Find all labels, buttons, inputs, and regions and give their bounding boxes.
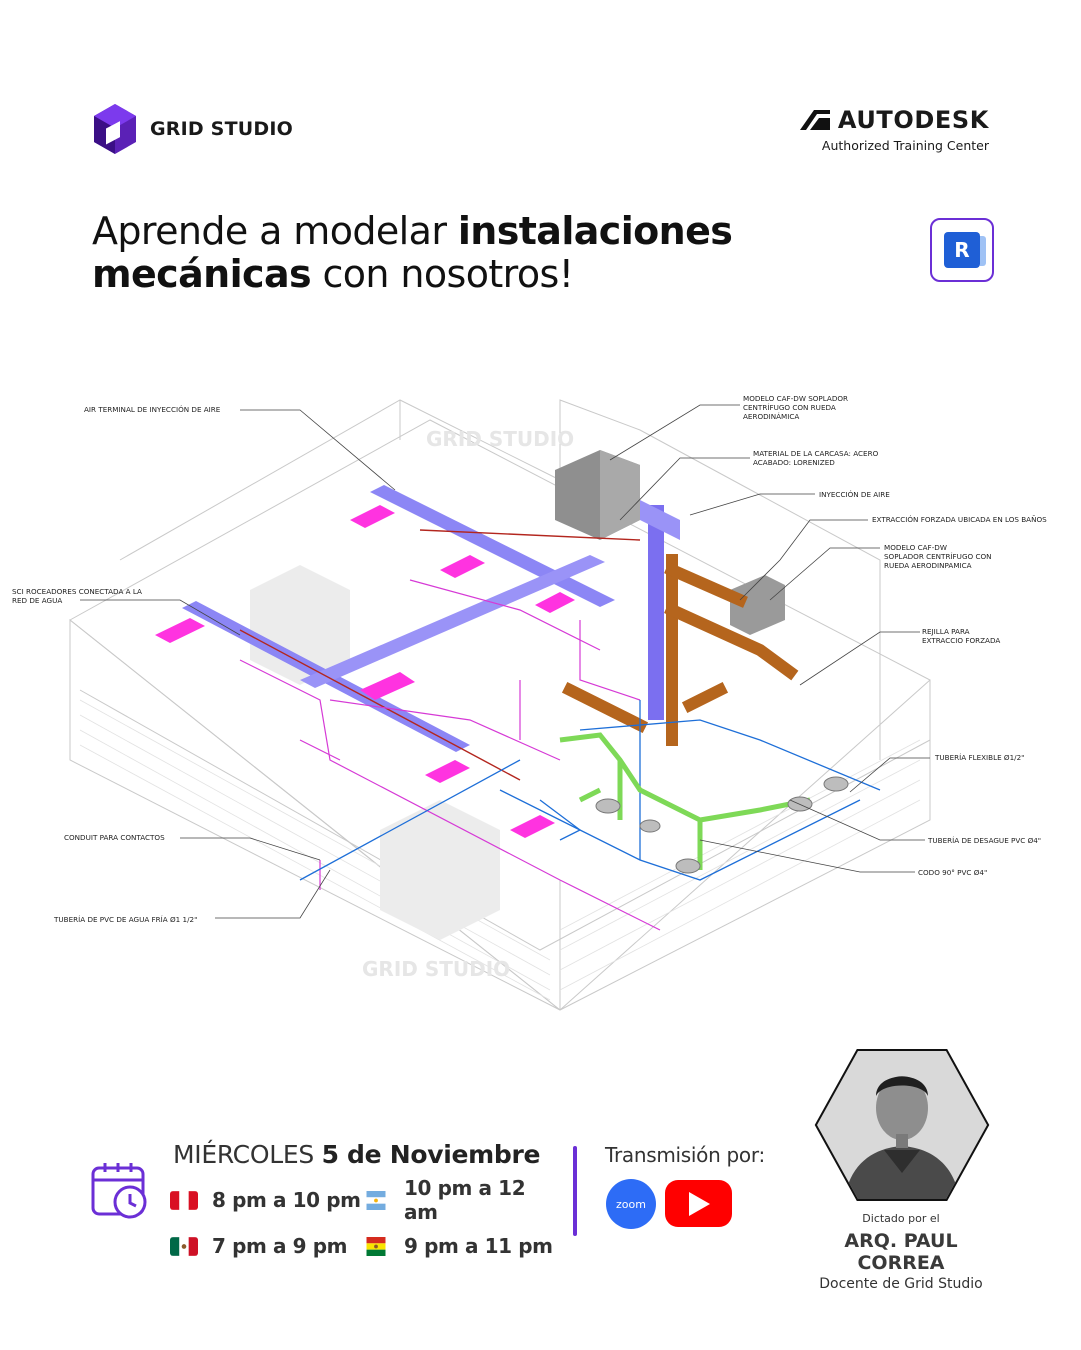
label-conduit: CONDUIT PARA CONTACTOS	[64, 833, 165, 842]
headline-bold1: instalaciones	[457, 209, 733, 253]
speaker-name-line1: ARQ. PAUL	[844, 1230, 958, 1252]
label-modelo1-l1: MODELO CAF-DW SOPLADOR	[743, 394, 849, 403]
label-air-terminal: AIR TERMINAL DE INYECCIÓN DE AIRE	[84, 405, 221, 414]
event-date-value: 5 de Noviembre	[321, 1140, 541, 1169]
label-sci-l1: SCI ROCEADORES CONECTADA A LA	[12, 587, 142, 596]
time-peru-text: 8 pm a 10 pm	[212, 1188, 361, 1212]
revit-badge	[930, 218, 994, 282]
leader-lines	[80, 405, 930, 918]
label-modelo2-l3: RUEDA AERODINPAMICA	[884, 561, 972, 570]
time-argentina-text: 10 pm a 12 am	[404, 1176, 526, 1224]
watermark-text: GRID STUDIO	[362, 957, 511, 981]
speaker-name-line2: CORREA	[857, 1252, 945, 1274]
revit-icon	[944, 232, 980, 268]
autodesk-badge	[800, 106, 989, 153]
bolivia-flag-icon	[362, 1237, 390, 1256]
headline-part2: con nosotros!	[311, 252, 574, 296]
event-day: MIÉRCOLES	[173, 1140, 314, 1169]
label-sci-l2: RED DE AGUA	[12, 596, 63, 605]
watermark-text: GRID STUDIO	[426, 427, 575, 451]
label-rejilla-l2: EXTRACCIO FORZADA	[922, 636, 1001, 645]
time-bolivia	[362, 1234, 554, 1258]
label-modelo2-l2: SOPLADOR CENTRÍFUGO CON	[884, 552, 992, 561]
time-peru	[170, 1176, 362, 1224]
time-bolivia-text: 9 pm a 11 pm	[404, 1234, 553, 1258]
play-icon	[687, 1191, 711, 1217]
label-extraccion: EXTRACCIÓN FORZADA UBICADA EN LOS BAÑOS	[872, 515, 1047, 524]
youtube-icon[interactable]	[665, 1180, 732, 1227]
page-title	[92, 210, 732, 296]
label-inyeccion: INYECCIÓN DE AIRE	[819, 490, 890, 499]
schedule-times	[170, 1176, 570, 1268]
drawing-labels	[12, 394, 1047, 924]
label-material-l1: MATERIAL DE LA CARCASA: ACERO	[753, 449, 879, 458]
zoom-icon[interactable]	[606, 1179, 656, 1229]
headline-bold2: mecánicas	[92, 252, 312, 296]
peru-flag-icon	[170, 1191, 198, 1210]
label-codo: CODO 90° PVC Ø4"	[918, 868, 988, 877]
label-modelo1-l2: CENTRÍFUGO CON RUEDA	[743, 403, 836, 412]
grid-studio-logo-icon	[92, 102, 138, 156]
time-mexico	[170, 1234, 362, 1258]
autodesk-subtitle: Authorized Training Center	[821, 138, 989, 153]
grid-studio-brand	[92, 102, 293, 156]
divider	[573, 1146, 577, 1236]
speaker-avatar	[814, 1048, 990, 1202]
broadcast-label: Transmisión por:	[605, 1143, 765, 1167]
autodesk-logo-icon	[800, 110, 830, 130]
event-date	[173, 1140, 540, 1169]
label-modelo1-l3: AERODINÁMICA	[743, 412, 800, 421]
mexico-flag-icon	[170, 1237, 198, 1256]
label-material-l2: ACABADO: LORENIZED	[753, 458, 835, 467]
label-flexible: TUBERÍA FLEXIBLE Ø1/2"	[935, 753, 1025, 762]
label-rejilla-l1: REJILLA PARA	[922, 627, 970, 636]
brand-name: GRID STUDIO	[150, 118, 293, 140]
label-desague: TUBERÍA DE DESAGUE PVC Ø4"	[928, 836, 1042, 845]
label-modelo2-l1: MODELO CAF-DW	[884, 543, 947, 552]
revit-letter: R	[954, 238, 970, 262]
argentina-flag-icon	[362, 1191, 390, 1210]
time-mexico-text: 7 pm a 9 pm	[212, 1234, 348, 1258]
label-agua-fria: TUBERÍA DE PVC DE AGUA FRÍA Ø1 1/2"	[54, 915, 198, 924]
calendar-clock-icon	[90, 1160, 152, 1222]
zoom-text: zoom	[616, 1197, 646, 1211]
mep-isometric-drawing	[0, 378, 1081, 1028]
speaker-intro: Dictado por el	[862, 1212, 940, 1225]
autodesk-name: AUTODESK	[837, 106, 989, 134]
speaker-name	[800, 1230, 1002, 1274]
headline-part1: Aprende a modelar	[92, 209, 458, 253]
time-argentina	[362, 1176, 554, 1224]
speaker-role: Docente de Grid Studio	[819, 1276, 983, 1292]
building-shell	[70, 400, 930, 1010]
